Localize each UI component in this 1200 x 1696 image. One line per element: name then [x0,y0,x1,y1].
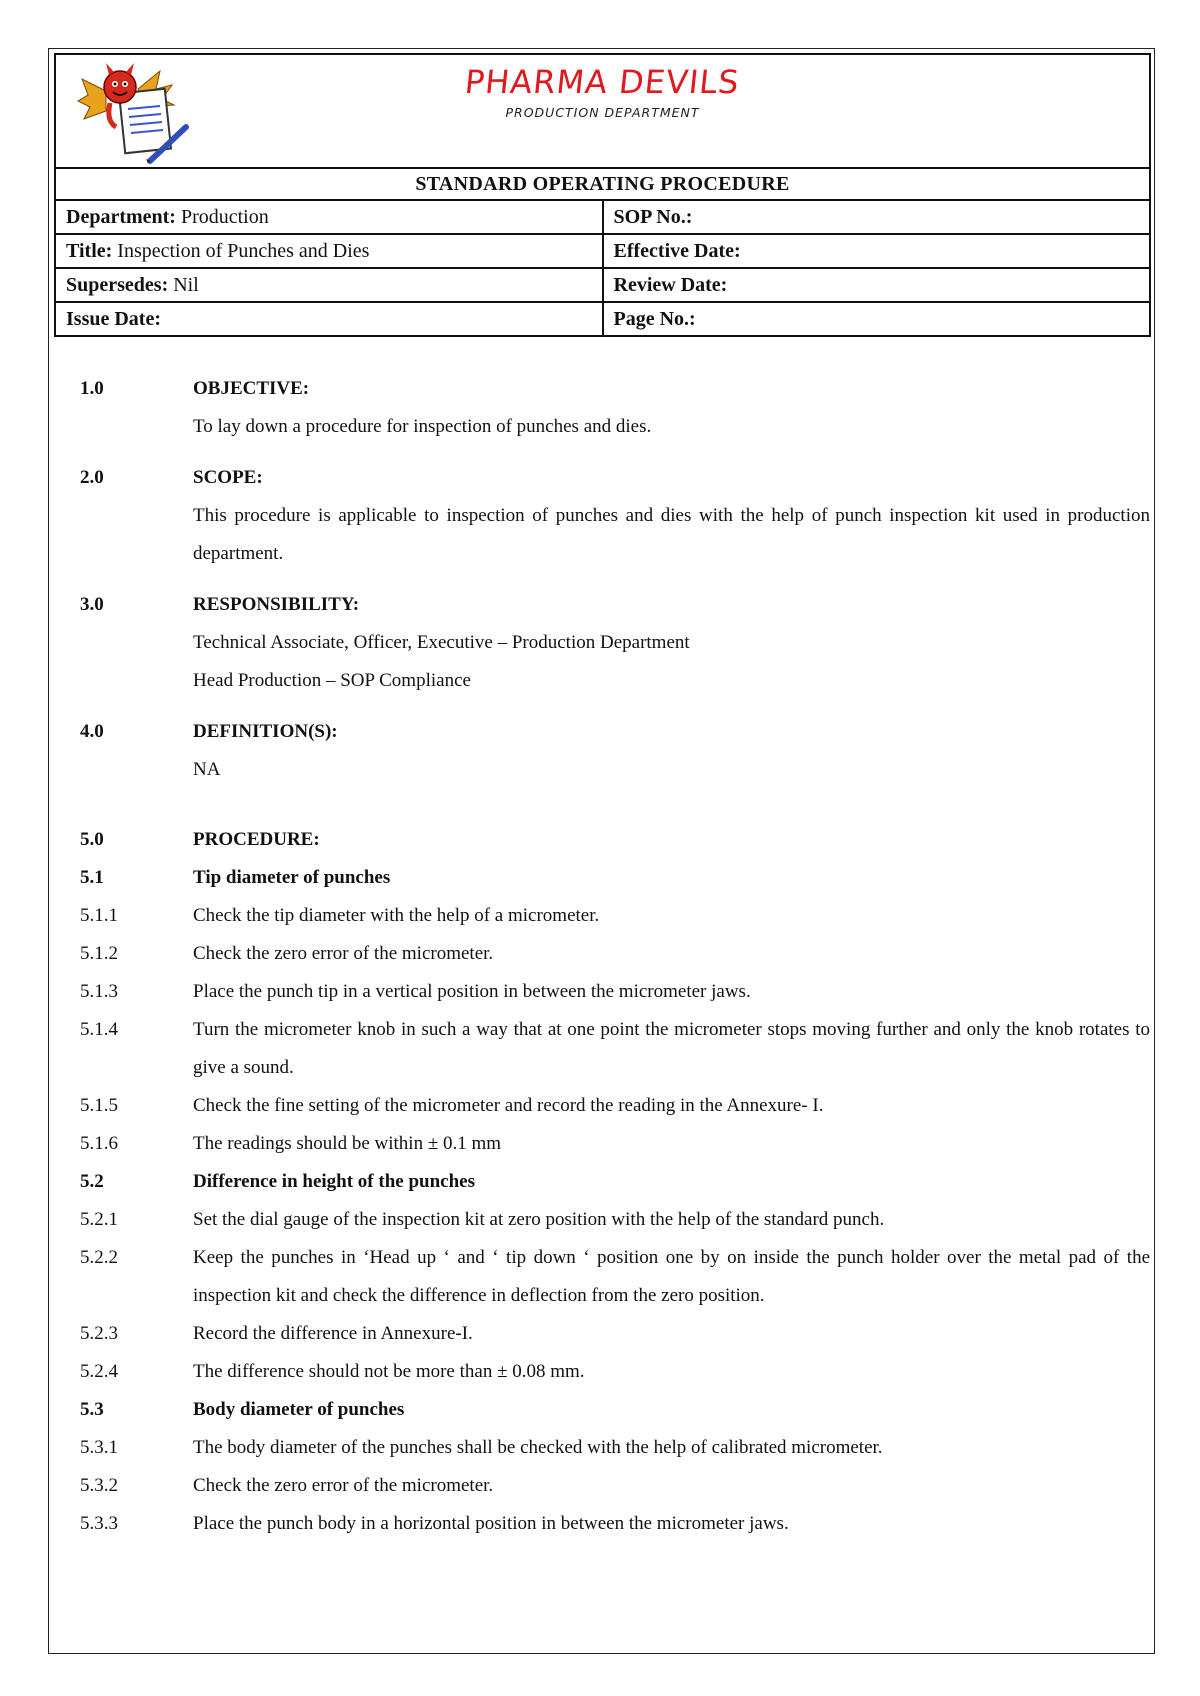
section-objective-heading [80,370,1150,408]
title-cell [55,234,603,268]
step-text: Check the zero error of the micrometer. [193,943,494,964]
section-text: To lay down a procedure for inspection of punches and dies. [193,416,652,437]
step-text: Record the difference in Annexure-I. [193,1323,473,1344]
section-objective-body [80,408,1150,446]
procedure-step [80,1505,1150,1543]
subsection-heading: Difference in height of the punches [193,1171,475,1192]
section-text: Technical Associate, Officer, Executive – Production Department [193,632,690,653]
section-heading: PROCEDURE: [193,829,320,850]
sop-no-cell [603,200,1151,234]
effective-date-cell [603,234,1151,268]
procedure-step [80,1391,1150,1429]
step-text: Place the punch tip in a vertical position in between the micrometer jaws. [193,981,751,1002]
page-no-cell [603,302,1151,336]
step-number: 5.3.1 [80,1437,118,1458]
section-text: Head Production – SOP Compliance [193,670,471,691]
procedure-step [80,897,1150,935]
step-text: Turn the micrometer knob in such a way that at one point the micrometer stops moving further and only the knob rotates to give a sound. [193,1019,1150,1078]
section-scope-heading [80,459,1150,497]
step-number: 5.1.2 [80,943,118,964]
procedure-step [80,859,1150,897]
sop-header-table [54,53,1151,337]
step-number: 5.1.5 [80,1095,118,1116]
procedure-step [80,1239,1150,1315]
section-definitions-heading [80,713,1150,751]
effective-date-label: Effective Date: [613,239,741,262]
supersedes-cell [55,268,603,302]
procedure-step [80,1125,1150,1163]
issue-date-label: Issue Date: [66,307,161,330]
section-number: 3.0 [80,594,104,615]
step-number: 5.1.6 [80,1133,118,1154]
brand-name: PHARMA DEVILS [463,63,742,101]
sop-content [80,370,1150,1543]
section-text: NA [193,759,221,780]
step-number: 5.1.4 [80,1019,118,1040]
step-text: The body diameter of the punches shall be checked with the help of calibrated micrometer. [193,1437,883,1458]
sop-title: STANDARD OPERATING PROCEDURE [55,168,1150,200]
section-text: This procedure is applicable to inspection of punches and dies with the help of punch inspection kit used in production department. [193,505,1150,564]
step-number: 5.3.2 [80,1475,118,1496]
procedure-step [80,1429,1150,1467]
section-number: 1.0 [80,378,104,399]
procedure-step [80,1163,1150,1201]
step-text: The readings should be within ± 0.1 mm [193,1133,502,1154]
step-number: 5.1 [80,867,104,888]
procedure-step [80,935,1150,973]
section-heading: OBJECTIVE: [193,378,310,399]
subsection-heading: Tip diameter of punches [193,867,391,888]
procedure-step [80,1315,1150,1353]
title-label: Title: [66,239,113,262]
title-value: Inspection of Punches and Dies [117,239,370,262]
section-number: 4.0 [80,721,104,742]
step-text: Keep the punches in ‘Head up ‘ and ‘ tip down ‘ position one by on inside the punch holder over the metal pad of the inspection kit and check the difference in deflection from the zero position. [193,1247,1150,1306]
logo-cell [55,54,1150,168]
section-heading: RESPONSIBILITY: [193,594,360,615]
supersedes-value: Nil [173,273,199,296]
section-definitions-body [80,751,1150,789]
step-text: Check the fine setting of the micrometer and record the reading in the Annexure- I. [193,1095,824,1116]
section-number: 5.0 [80,829,104,850]
procedure-step [80,1201,1150,1239]
step-number: 5.1.1 [80,905,118,926]
procedure-step [80,1011,1150,1087]
procedure-step [80,1353,1150,1391]
step-number: 5.3.3 [80,1513,118,1534]
supersedes-label: Supersedes: [66,273,169,296]
section-scope-body [80,497,1150,573]
step-text: Check the zero error of the micrometer. [193,1475,494,1496]
department-label: Department: [66,205,176,228]
review-date-cell [603,268,1151,302]
section-heading: DEFINITION(S): [193,721,338,742]
step-number: 5.2.2 [80,1247,118,1268]
sop-no-label: SOP No.: [613,205,693,228]
department-cell [55,200,603,234]
procedure-step [80,973,1150,1011]
step-number: 5.3 [80,1399,104,1420]
step-number: 5.2.4 [80,1361,118,1382]
section-number: 2.0 [80,467,104,488]
step-number: 5.2.1 [80,1209,118,1230]
step-number: 5.2 [80,1171,104,1192]
step-text: Place the punch body in a horizontal position in between the micrometer jaws. [193,1513,789,1534]
section-responsibility-heading [80,586,1150,624]
step-text: Set the dial gauge of the inspection kit at zero position with the help of the standard punch. [193,1209,885,1230]
issue-date-cell [55,302,603,336]
brand-subtitle: PRODUCTION DEPARTMENT [505,105,700,120]
section-responsibility-line1 [80,624,1150,662]
department-value: Production [180,205,269,228]
step-text: Check the tip diameter with the help of a micrometer. [193,905,600,926]
procedure-list [80,859,1150,1543]
procedure-step [80,1467,1150,1505]
page-no-label: Page No.: [613,307,696,330]
procedure-step [80,1087,1150,1125]
section-heading: SCOPE: [193,467,263,488]
section-procedure-heading [80,821,1150,859]
section-responsibility-line2 [80,662,1150,700]
step-text: The difference should not be more than ± 0.08 mm. [193,1361,585,1382]
step-number: 5.1.3 [80,981,118,1002]
step-number: 5.2.3 [80,1323,118,1344]
subsection-heading: Body diameter of punches [193,1399,405,1420]
review-date-label: Review Date: [613,273,728,296]
